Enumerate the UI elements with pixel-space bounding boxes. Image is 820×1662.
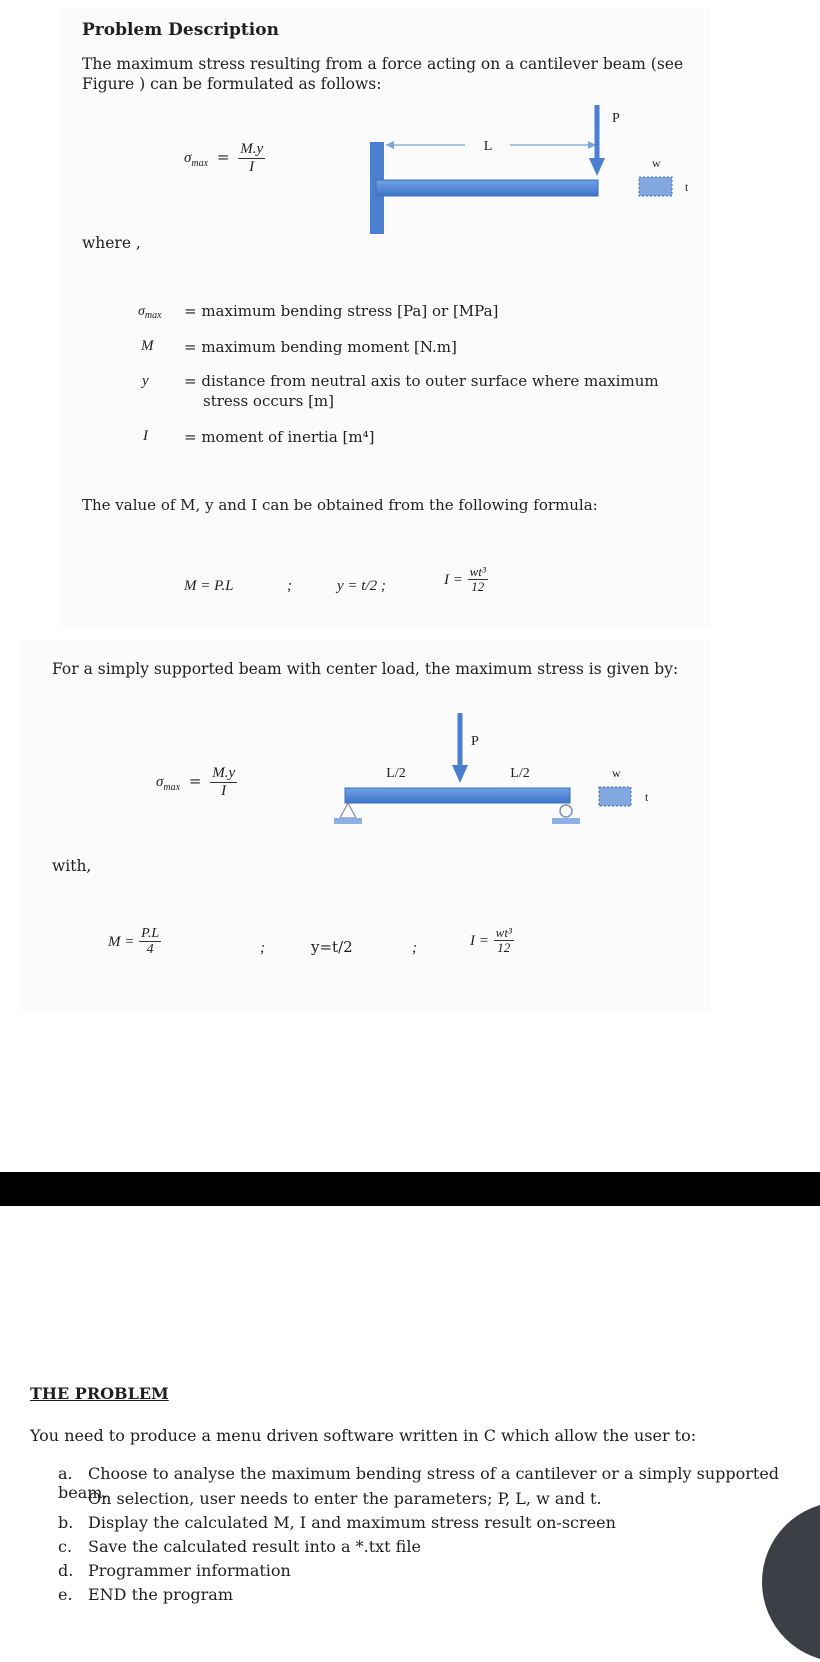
sigma-symbol-2: σ <box>156 774 164 790</box>
thickness-label: t <box>685 180 689 194</box>
problem-description-heading: Problem Description <box>82 20 279 40</box>
list-mark-a: a. <box>58 1464 73 1483</box>
formula-i-num: wt³ <box>469 564 486 579</box>
formula2-m-num: P.L <box>141 926 160 941</box>
def-sigma-sub: max <box>144 310 162 321</box>
page-separator <box>0 1172 820 1206</box>
formula-i-den: 12 <box>471 579 485 595</box>
floating-action-button[interactable] <box>762 1502 820 1662</box>
formula2-m-lhs: M = <box>108 933 135 950</box>
formula2-m-den: 4 <box>146 942 154 958</box>
intro-line-2: Figure ) can be formulated as follows: <box>82 75 382 93</box>
formula-m: M = P.L <box>184 578 234 594</box>
cantilever-figure <box>360 100 700 240</box>
formula2-sep-2: ; <box>412 940 417 956</box>
def-y-text-2: stress occurs [m] <box>203 392 334 410</box>
def-m-symbol: M <box>141 338 154 354</box>
load-label: P <box>612 111 620 126</box>
list-mark-c: c. <box>58 1537 73 1556</box>
length-label: L <box>483 139 493 154</box>
sigma-subscript: max <box>191 158 209 169</box>
half-length-1: L/2 <box>386 766 406 781</box>
formula2-i-num: wt³ <box>495 925 512 940</box>
list-text-e: END the program <box>88 1585 234 1604</box>
list-item-a-line2 <box>88 1489 602 1508</box>
def-sigma-text: = maximum bending stress [Pa] or [MPa] <box>184 302 499 320</box>
the-problem-heading: THE PROBLEM <box>30 1384 169 1403</box>
formula-i <box>444 565 488 595</box>
right-support <box>560 805 572 817</box>
with-label: with, <box>52 857 92 875</box>
list-text-b: Display the calculated M, I and maximum stress result on-screen <box>88 1513 616 1532</box>
cross-section <box>639 177 672 196</box>
def-i-symbol: I <box>143 428 148 444</box>
def-m-text: = maximum bending moment [N.m] <box>184 338 457 356</box>
formula-numerator: M.y <box>240 141 264 157</box>
width-label: w <box>652 156 661 170</box>
where-label: where , <box>82 234 141 252</box>
half-length-2: L/2 <box>510 766 530 781</box>
intro-line-1: The maximum stress resulting from a force acting on a cantilever beam (see <box>82 55 684 73</box>
list-mark-d: d. <box>58 1561 74 1580</box>
beam <box>376 180 598 196</box>
sigma-symbol: σ <box>184 150 192 166</box>
list-item-c <box>58 1537 421 1556</box>
list-text-a: Choose to analyse the maximum bending stress of a cantilever or a simply supported beam. <box>58 1464 780 1502</box>
list-text-a-2: On selection, user needs to enter the parameters; P, L, w and t. <box>88 1489 602 1508</box>
list-mark-e: e. <box>58 1585 73 1604</box>
formula2-sep-1: ; <box>260 940 265 956</box>
def-y-text: = distance from neutral axis to outer surface where maximum <box>184 372 659 390</box>
formula2-i-den: 12 <box>497 940 511 956</box>
formula-sep-1: ; <box>287 578 292 594</box>
ss-beam <box>345 788 570 803</box>
list-item-e <box>58 1585 233 1604</box>
value-text: The value of M, y and I can be obtained from the following formula: <box>82 496 598 514</box>
list-mark-b: b. <box>58 1513 74 1532</box>
formula2-m <box>108 926 161 958</box>
left-support <box>340 803 356 818</box>
formula2-numerator: M.y <box>212 765 236 781</box>
formula-y: y = t/2 ; <box>337 578 386 594</box>
formula-i-lhs: I = <box>444 571 463 588</box>
formula2-denominator: I <box>221 782 227 799</box>
list-item-d <box>58 1561 291 1580</box>
list-text-d: Programmer information <box>88 1561 291 1580</box>
problem-intro: You need to produce a menu driven software written in C which allow the user to: <box>30 1426 697 1445</box>
stress-formula-1: $\sigma_{max}$ = $\frac{M.y}{I}$ <box>184 141 264 175</box>
simply-supported-figure <box>330 705 670 835</box>
list-item-b <box>58 1513 616 1532</box>
ss-load-label: P <box>471 734 479 749</box>
formula2-y: y=t/2 <box>311 938 353 956</box>
def-i-text: = moment of inertia [m⁴] <box>184 428 375 446</box>
def-sigma-symbol <box>138 303 162 321</box>
formula2-i <box>470 926 514 956</box>
ss-thickness-label: t <box>645 790 649 804</box>
stress-formula-2: $\sigma_{max}$ = $\frac{M.y}{I}$ <box>156 765 236 799</box>
formula2-i-lhs: I = <box>470 932 489 949</box>
ss-width-label: w <box>612 766 621 780</box>
def-sigma: σ <box>138 304 145 319</box>
ss-cross-section <box>599 787 631 806</box>
formula-denominator: I <box>249 158 255 175</box>
def-y-symbol: y <box>142 373 149 389</box>
sigma-subscript-2: max <box>163 782 181 793</box>
list-text-c: Save the calculated result into a *.txt file <box>88 1537 421 1556</box>
simply-supported-heading: For a simply supported beam with center load, the maximum stress is given by: <box>52 660 679 678</box>
